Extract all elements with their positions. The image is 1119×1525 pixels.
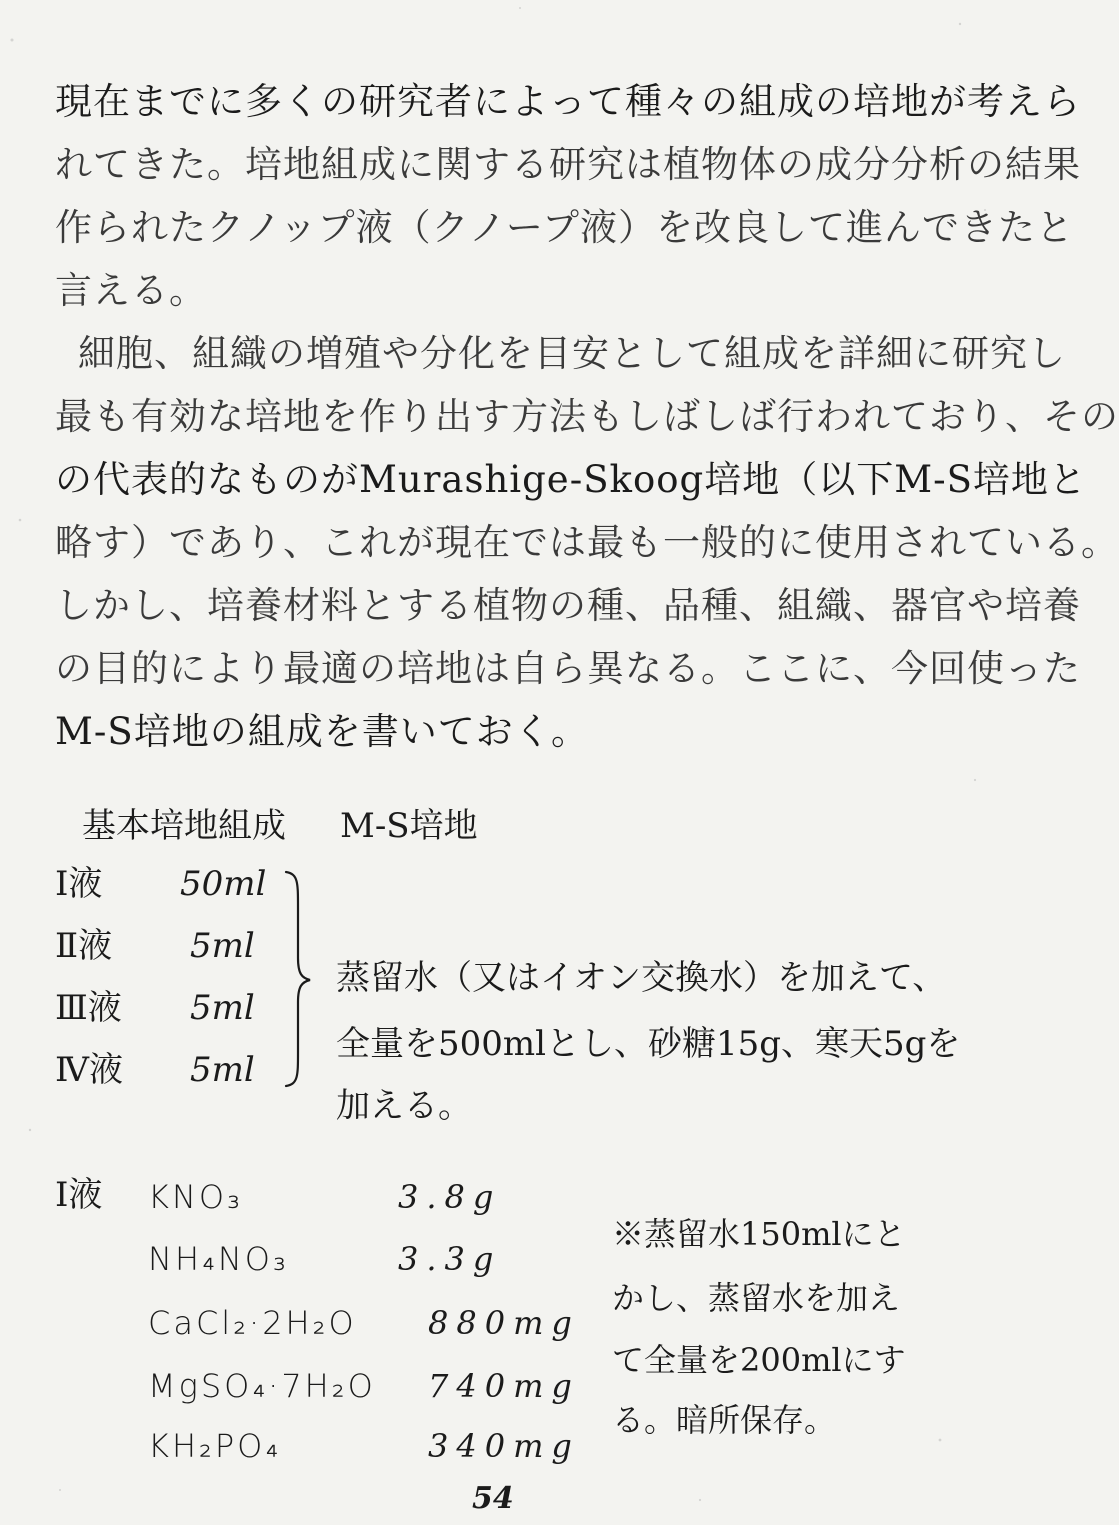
solution-amount: 50ml <box>180 864 267 904</box>
chemical-name: KNO₃ <box>148 1178 243 1216</box>
solution-amount: 5ml <box>190 926 255 966</box>
solution-label: Ⅱ液 <box>55 926 113 966</box>
chemical-amount: 880mg <box>428 1304 580 1342</box>
solution-label: Ⅲ液 <box>55 988 122 1028</box>
chemical-amount: 740mg <box>428 1367 580 1405</box>
composition-heading: 基本培地組成 <box>82 806 286 846</box>
preparation-note-line: 全量を500mlとし、砂糖15g、寒天5gを <box>336 1024 961 1064</box>
page-number: 54 <box>472 1481 514 1516</box>
solution-label: Ⅰ液 <box>55 864 103 904</box>
paragraph1-line-1: 現在までに多くの研究者によって種々の組成の培地が考えら <box>55 80 1081 123</box>
chemical-amount: 3.8g <box>398 1178 502 1216</box>
storage-note-line: る。暗所保存。 <box>612 1401 837 1439</box>
storage-note-line: ※蒸留水150mlにと <box>612 1215 906 1253</box>
storage-note-line: て全量を200mlにす <box>612 1341 906 1379</box>
paragraph2-line-7: M-S培地の組成を書いておく。 <box>55 710 589 753</box>
chemical-amount: 3.3g <box>398 1240 502 1278</box>
storage-note-line: かし、蒸留水を加え <box>612 1279 901 1317</box>
paragraph2-line-6: の目的により最適の培地は自ら異なる。ここに、今回使った <box>55 647 1081 690</box>
paragraph2-line-1: 細胞、組織の増殖や分化を目安として組成を詳細に研究し <box>78 332 1066 375</box>
paragraph2-line-4: 略す）であり、これが現在では最も一般的に使用されている。 <box>55 521 1119 564</box>
solution-amount: 5ml <box>190 1050 255 1090</box>
chemical-name: MgSO₄·7H₂O <box>148 1367 376 1405</box>
paragraph2-line-2: 最も有効な培地を作り出す方法もしばしば行われており、その <box>55 395 1119 438</box>
chemical-name: CaCl₂·2H₂O <box>148 1304 357 1342</box>
solution-amount: 5ml <box>190 988 255 1028</box>
preparation-note-line: 加える。 <box>336 1086 472 1126</box>
chemical-amount: 340mg <box>428 1427 580 1465</box>
chemical-name: KH₂PO₄ <box>148 1427 282 1465</box>
solution-label: Ⅳ液 <box>55 1050 123 1090</box>
preparation-note-line: 蒸留水（又はイオン交換水）を加えて、 <box>336 958 947 998</box>
paragraph1-line-3: 作られたクノップ液（クノープ液）を改良して進んできたと <box>55 206 1074 249</box>
paragraph2-line-3: の代表的なものがMurashige-Skoog培地（以下M-S培地と <box>55 458 1087 501</box>
medium-name: M-S培地 <box>340 806 478 846</box>
paragraph1-line-4: 言える。 <box>55 269 207 312</box>
solution1-label: Ⅰ液 <box>55 1175 103 1215</box>
paragraph1-line-2: れてきた。培地組成に関する研究は植物体の成分分析の結果 <box>55 143 1081 186</box>
chemical-name: NH₄NO₃ <box>148 1240 289 1278</box>
curly-brace-icon <box>282 868 312 1090</box>
paragraph2-line-5: しかし、培養材料とする植物の種、品種、組織、器官や培養 <box>55 584 1081 627</box>
